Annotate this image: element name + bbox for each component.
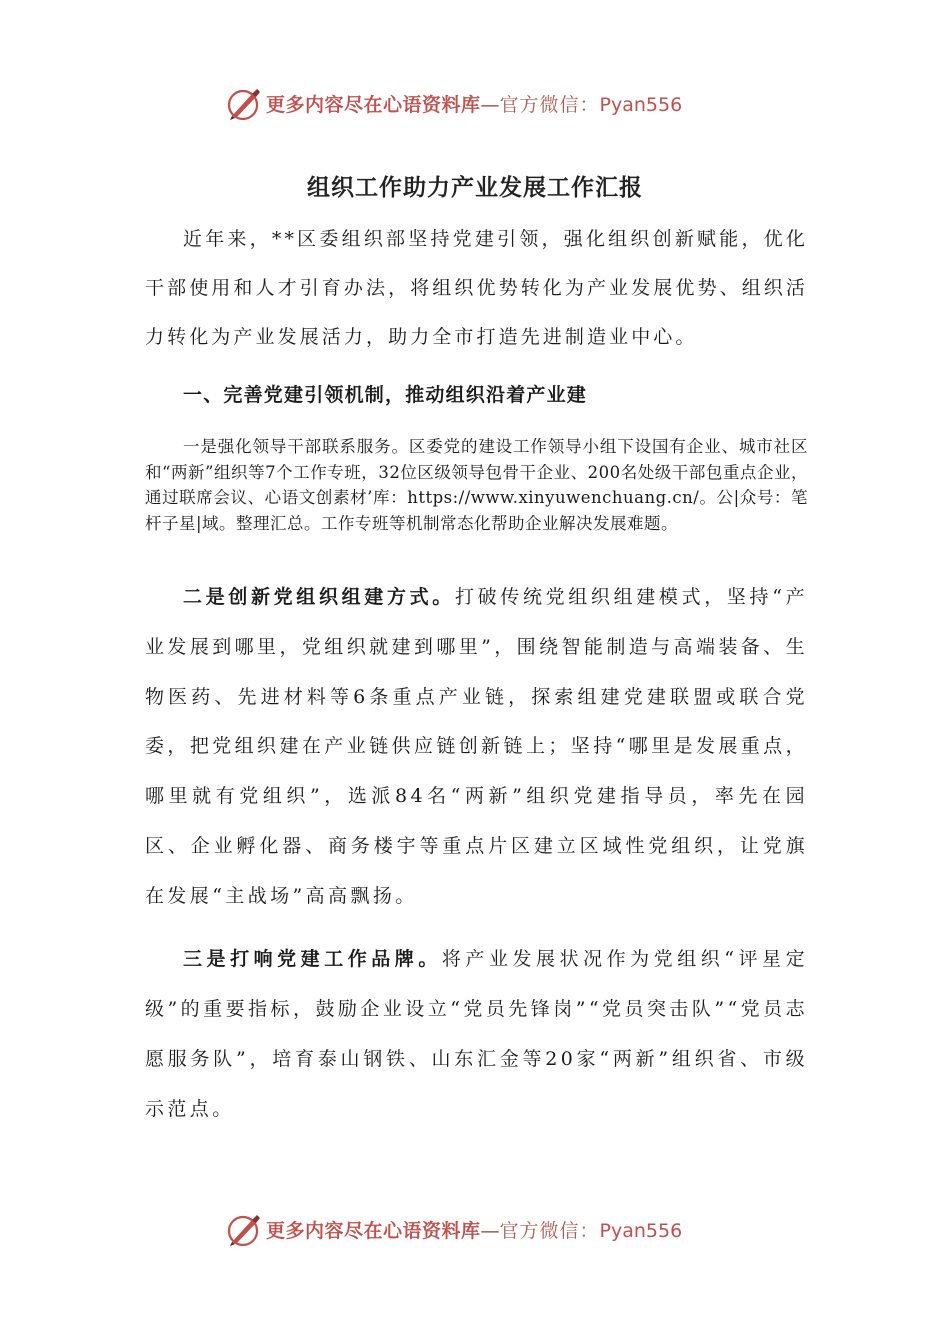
banner-text [266,90,682,117]
section2-body: 打破传统党组织组建模式，坚持“产业发展到哪里，党组织就建到哪里”，围绕智能制造与高端装备、生物医药、先进材料等6条重点产业链，探索组建党建联盟或联合党委，把党组织建在产业链供应链创新链上；坚持“哪里是发展重点，哪里就有党组织”，选派84名“两新”组织党建指导员，率先在园区、企业孵化器、商务楼宇等重点片区建立区域性党组织，让党旗在发展“主战场”高高飘扬。 [145,586,808,907]
intro-paragraph: 近年来，**区委组织部坚持党建引领，强化组织创新赋能，优化干部使用和人才引育办法，将组织优势转化为产业发展优势、组织活力转化为产业发展活力，助力全市打造先进制造业中心。 [145,228,809,348]
section1-paragraph: 一是强化领导干部联系服务。区委党的建设工作领导小组下设国有企业、城市社区和“两新”组织等7个工作专班，32位区级领导包骨干企业、200名处级干部包重点企业，通过联席会议、心语文创素材’库：https://www.xinyuwenchuang.cn/。公|众号：笔杆子星|域。整理汇总。工作专班等机制常态化帮助企业解决发展难题。 [145,437,808,533]
pen-logo-icon [226,86,262,122]
banner-site-text: 更多内容尽在心语资料库 [266,1220,481,1242]
banner-wechat-label: 官方微信： [499,1220,600,1242]
section1-heading: 一、完善党建引领机制，推动组织沿着产业建 [183,384,588,406]
banner-wechat-label: 官方微信： [499,94,600,116]
section2-paragraph [145,573,808,922]
banner-wechat-id: Pyan556 [599,94,683,116]
banner-separator: — [480,94,500,116]
section3-lead: 三是打响党建工作品牌。 [183,948,442,970]
banner-site-text: 更多内容尽在心语资料库 [266,94,481,116]
header-banner [0,84,950,124]
pen-logo-icon [226,1212,262,1248]
document-title: 组织工作助力产业发展工作汇报 [307,174,643,202]
section2-lead: 二是创新党组织组建方式。 [183,586,455,608]
footer-banner [0,1210,950,1250]
section3-paragraph [145,934,808,1134]
banner-separator: — [480,1220,500,1242]
banner-wechat-id: Pyan556 [599,1220,683,1242]
section3-body: 将产业发展状况作为党组织“评星定级”的重要指标，鼓励企业设立“党员先锋岗”“党员突击队”“党员志愿服务队”，培育泰山钢铁、山东汇金等20家“两新”组织省、市级示范点。 [145,948,808,1120]
banner-text [266,1216,682,1243]
